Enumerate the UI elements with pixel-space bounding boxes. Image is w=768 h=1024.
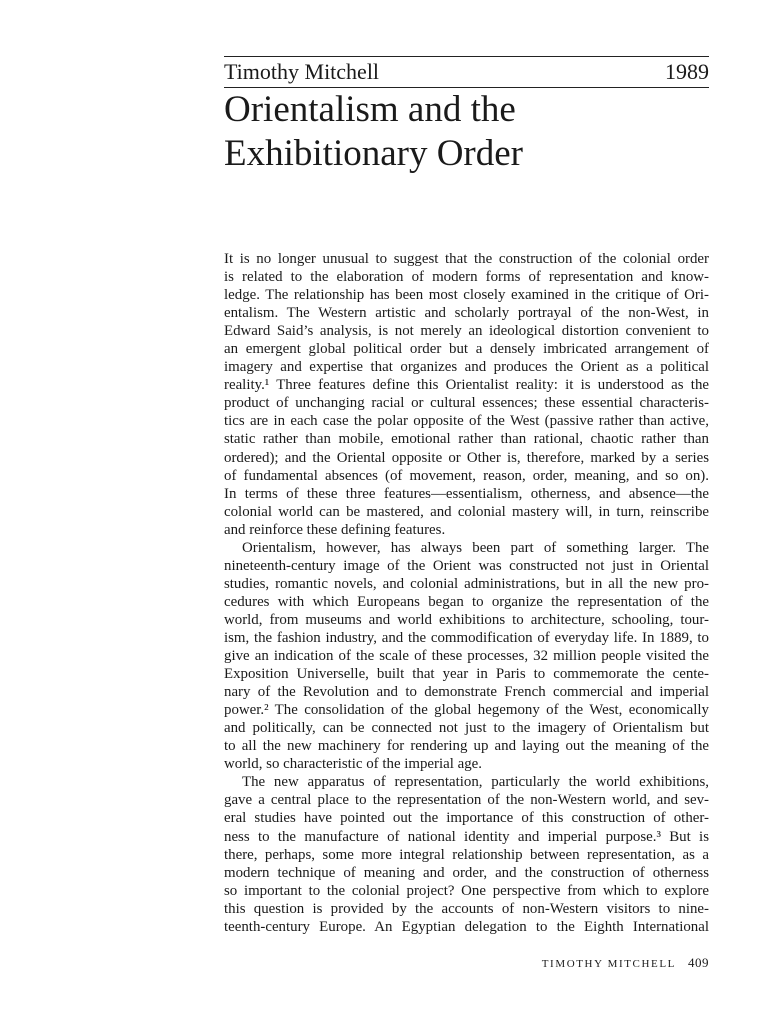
body-line: studies, romantic novels, and colonial administrations, but in all the new pro- (224, 575, 709, 592)
running-head-author: TIMOTHY MITCHELL (541, 958, 676, 970)
body-line: Orientalism, however, has always been part of something larger. The (242, 539, 709, 556)
body-line: ism, the fashion industry, and the commodification of everyday life. In 1889, to (224, 629, 709, 646)
body-line: ledge. The relationship has been most closely examined in the critique of Ori- (224, 287, 709, 304)
article-body (224, 250, 709, 936)
body-line: nary of the Revolution and to demonstrate French commercial and imperial (224, 684, 709, 701)
body-line: static rather than mobile, emotional rather than rational, chaotic rather than (224, 431, 709, 448)
body-line: imagery and expertise that organizes and produces the Orient as a political (224, 359, 709, 376)
publication-year: 1989 (665, 59, 709, 84)
title-line-2: Exhibitionary Order (224, 133, 523, 174)
body-line: product of unchanging racial or cultural essences; these essential characteris- (224, 395, 709, 412)
body-line: reality.¹ Three features define this Orientalist reality: it is understood as the (224, 377, 709, 394)
body-line: It is no longer unusual to suggest that the construction of the colonial order (224, 251, 709, 267)
body-line: modern technique of meaning and order, and the construction of otherness (224, 864, 709, 881)
body-line: and politically, can be connected not just to the imagery of Orientalism but (224, 720, 709, 737)
body-line: there, perhaps, some more integral relationship between representation, as a (224, 846, 709, 863)
body-line: world, from museums and world exhibitions to architecture, schooling, tour- (224, 611, 709, 628)
article-title (224, 88, 709, 176)
title-line-1: Orientalism and the (224, 89, 516, 130)
body-line: ness to the manufacture of national identity and imperial purpose.³ But is (224, 828, 709, 845)
body-line: of fundamental absences (of movement, reason, order, meaning, and so on). (224, 467, 709, 484)
page-footer (224, 955, 709, 972)
body-line: teenth-century Europe. An Egyptian delegation to the Eighth International (224, 918, 709, 935)
body-line: colonial world can be mastered, and colonial mastery will, in turn, reinscribe (224, 503, 709, 520)
body-line: is related to the elaboration of modern forms of representation and know- (224, 269, 709, 286)
body-line: so important to the colonial project? One perspective from which to explore (224, 882, 709, 899)
body-line: entalism. The Western artistic and scholarly portrayal of the non-West, in (224, 305, 709, 322)
body-line: and reinforce these defining features. (224, 521, 446, 538)
header-rule-top (224, 56, 709, 57)
body-line: this question is provided by the accounts of non-Western visitors to nine- (224, 900, 709, 917)
body-line: an emergent global political order but a densely imbricated arrangement of (224, 341, 709, 358)
body-line: In terms of these three features—essentialism, otherness, and absence—the (224, 485, 709, 502)
body-line: world, so characteristic of the imperial age. (224, 756, 482, 773)
body-line: Edward Said’s analysis, is not merely an ideological distortion convenient to (224, 323, 709, 340)
body-line: gave a central place to the representation of the non-Western world, and sev- (224, 792, 709, 809)
body-line: The new apparatus of representation, particularly the world exhibitions, (242, 774, 709, 791)
body-line: to all the new machinery for rendering up and laying out the meaning of the (224, 738, 709, 755)
author-name: Timothy Mitchell (224, 59, 380, 84)
body-line: tics are in each case the polar opposite of the West (passive rather than active, (224, 413, 709, 430)
body-line: eral studies have pointed out the importance of this construction of other- (224, 810, 709, 827)
page-number: 409 (688, 955, 709, 970)
body-line: nineteenth-century image of the Orient was constructed not just in Oriental (224, 557, 709, 574)
body-line: power.² The consolidation of the global hegemony of the West, economically (224, 702, 709, 719)
body-line: give an indication of the scale of these processes, 32 million people visited the (224, 648, 709, 665)
body-line: cedures with which Europeans began to organize the representation of the (224, 593, 709, 610)
body-line: ordered); and the Oriental opposite or Other is, therefore, marked by a series (224, 449, 709, 466)
running-header (224, 58, 709, 88)
body-line: Exposition Universelle, built that year in Paris to commemorate the cente- (224, 666, 709, 683)
